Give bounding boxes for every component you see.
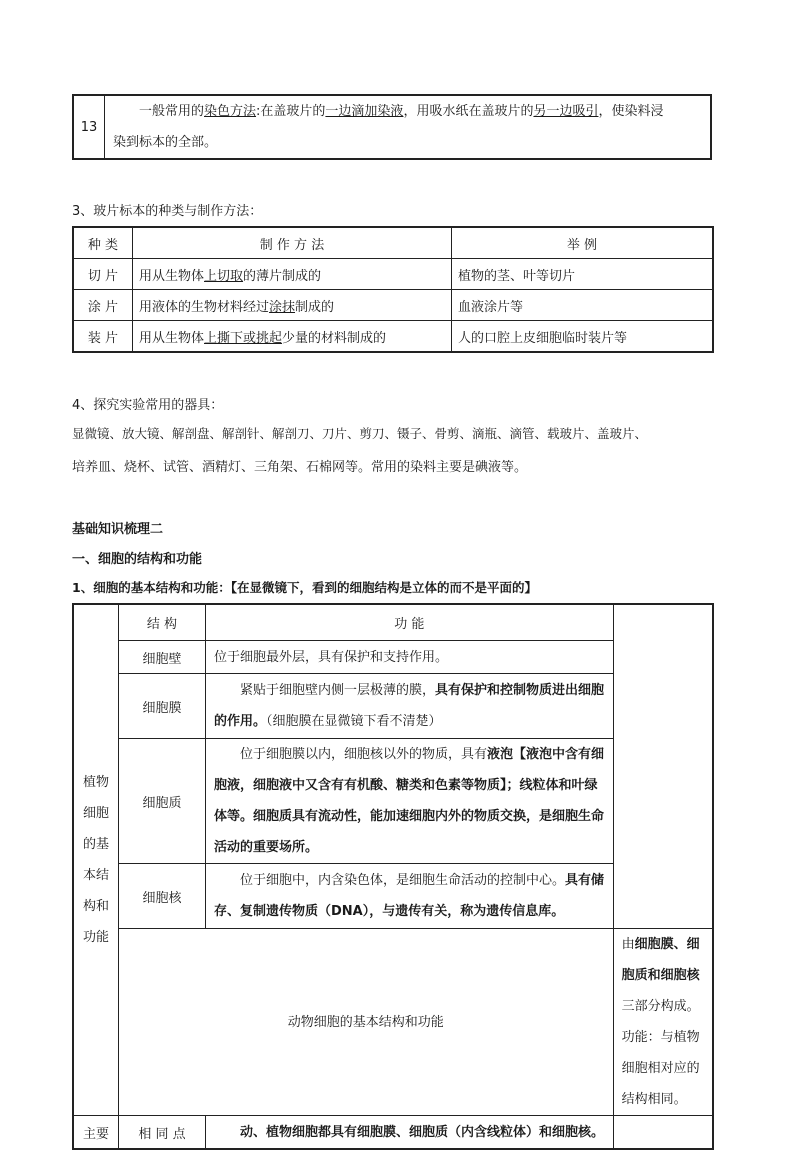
text-segment: 由 <box>621 937 635 952</box>
staining-method-text <box>105 95 712 159</box>
table-row-cytoplasm <box>73 739 713 864</box>
table-header-row <box>73 227 713 259</box>
table-row-animal-cell <box>73 929 713 1116</box>
animal-cell-desc <box>613 929 713 1116</box>
example-cell: 人的口腔上皮细胞临时装片等 <box>452 321 714 353</box>
section-3-title: 3、玻片标本的种类与制作方法： <box>72 204 263 219</box>
table-header-row <box>73 604 713 641</box>
heading-basic-structure: 1、细胞的基本结构和功能：【在显微镜下，看到的细胞结构是立体的而不是平面的】 <box>72 580 537 595</box>
method-cell <box>133 290 452 321</box>
cell-membrane-name: 细胞膜 <box>119 674 206 739</box>
table-row-nucleus <box>73 864 713 929</box>
header-structure: 结 构 <box>119 604 206 641</box>
cell-wall-name: 细胞壁 <box>119 641 206 674</box>
animal-line-1 <box>622 929 704 1022</box>
heading-basic-knowledge-2: 基础知识梳理二 <box>72 522 164 537</box>
method-cell <box>133 259 452 290</box>
same-points-desc: 动、植物细胞都具有细胞膜、细胞质（内含线粒体）和细胞核。 <box>206 1116 614 1150</box>
text-segment: 位于细胞膜以内，细胞核以外的物质，具有 <box>240 747 488 762</box>
cell-wall-desc: 位于细胞最外层，具有保护和支持作用。 <box>206 641 614 674</box>
cell-membrane-desc <box>206 674 614 739</box>
table-row-cell-membrane <box>73 674 713 739</box>
text-segment: ，使染料浸 <box>598 104 664 119</box>
plant-cell-label <box>73 604 119 1116</box>
text-segment: 用从生物体 <box>139 330 205 346</box>
underlined-text: 另一边吸引 <box>533 104 599 119</box>
underlined-text: 上撕下或挑起 <box>204 330 283 346</box>
example-cell: 血液涂片等 <box>452 290 714 321</box>
label-line: 功能 <box>82 930 109 945</box>
header-example: 举 例 <box>452 227 714 259</box>
bold-text: 具有保护和控制物质进出细胞的作用。 <box>214 683 605 729</box>
equipment-list-line-2: 培养皿、烧杯、试管、酒精灯、三角架、石棉网等。常用的染料主要是碘液等。 <box>72 460 528 475</box>
table-slide-types <box>72 226 714 353</box>
text-segment: 三部分构成。 <box>621 999 700 1014</box>
example-cell: 植物的茎、叶等切片 <box>452 259 714 290</box>
underlined-text: 涂抹 <box>269 299 296 315</box>
label-line: 细胞 <box>82 806 109 821</box>
heading-cell-structure: 一、细胞的结构和功能 <box>72 552 203 567</box>
header-function: 功 能 <box>206 604 614 641</box>
method-cell <box>133 321 452 353</box>
kind-cell: 装 片 <box>73 321 133 353</box>
underlined-text: 染色方法 <box>204 104 257 119</box>
table-row <box>73 321 713 353</box>
table-staining <box>72 94 712 160</box>
nucleus-name: 细胞核 <box>119 864 206 929</box>
header-method: 制 作 方 法 <box>133 227 452 259</box>
bold-text: 具有储存、复制遗传物质（DNA），与遗传有关，称为遗传信息库。 <box>214 873 605 919</box>
table-row-similarities <box>73 1116 713 1150</box>
kind-cell: 切 片 <box>73 259 133 290</box>
text-segment: 制成的 <box>295 299 335 315</box>
label-line: 构和 <box>82 899 109 914</box>
table-row <box>73 95 711 159</box>
table-cell-structure <box>72 603 714 1150</box>
underlined-text: 一边滴加染液 <box>325 104 404 119</box>
text-segment: 的薄片制成的 <box>243 268 322 284</box>
animal-cell-label: 动物细胞的基本结构和功能 <box>119 929 614 1116</box>
same-points-label: 相 同 点 <box>119 1116 206 1150</box>
text-segment: 少量的材料制成的 <box>282 330 387 346</box>
bold-text: 液泡【液泡中含有细胞液，细胞液中又含有有机酸、糖类和色素等物质】；线粒体和叶绿体等。细胞质具有流动性，能加速细胞内外的物质交换，是细胞生命活动的重要场所。 <box>214 747 605 855</box>
animal-line-2: 功能：与植物细胞相对应的结构相同。 <box>621 1030 700 1107</box>
text-segment: （细胞膜在显微镜下看不清楚） <box>266 714 442 729</box>
underlined-text: 上切取 <box>204 268 244 284</box>
text-segment: 染到标本的全部。 <box>113 135 218 150</box>
cytoplasm-name: 细胞质 <box>119 739 206 864</box>
equipment-list-line-1: 显微镜、放大镜、解剖盘、解剖针、解剖刀、刀片、剪刀、镊子、骨剪、滴瓶、滴管、载玻片、盖玻片、 <box>72 426 648 441</box>
nucleus-desc <box>206 864 614 929</box>
table-row <box>73 259 713 290</box>
label-line: 本结 <box>82 868 109 883</box>
label-line: 植物 <box>82 775 109 790</box>
label-line: 的基 <box>82 837 109 852</box>
text-segment: 用液体的生物材料经过 <box>139 299 270 315</box>
header-kind: 种 类 <box>73 227 133 259</box>
text-segment: 紧贴于细胞壁内侧一层极薄的膜， <box>240 683 436 698</box>
text-segment: 一般常用的 <box>139 104 205 119</box>
text-segment: ，用吸水纸在盖玻片的 <box>403 104 534 119</box>
text-segment: 位于细胞中，内含染色体，是细胞生命活动的控制中心。 <box>240 873 566 888</box>
row-number: 13 <box>73 95 105 159</box>
bold-text: 细胞膜、细胞质和细胞核 <box>621 937 700 983</box>
kind-cell: 涂 片 <box>73 290 133 321</box>
text-segment: 用从生物体 <box>139 268 205 284</box>
table-row <box>73 290 713 321</box>
table-row-cell-wall <box>73 641 713 674</box>
main-label: 主要 <box>73 1116 119 1150</box>
section-4-title: 4、探究实验常用的器具： <box>72 398 224 413</box>
cytoplasm-desc <box>206 739 614 864</box>
text-segment: :在盖玻片的 <box>256 104 326 119</box>
